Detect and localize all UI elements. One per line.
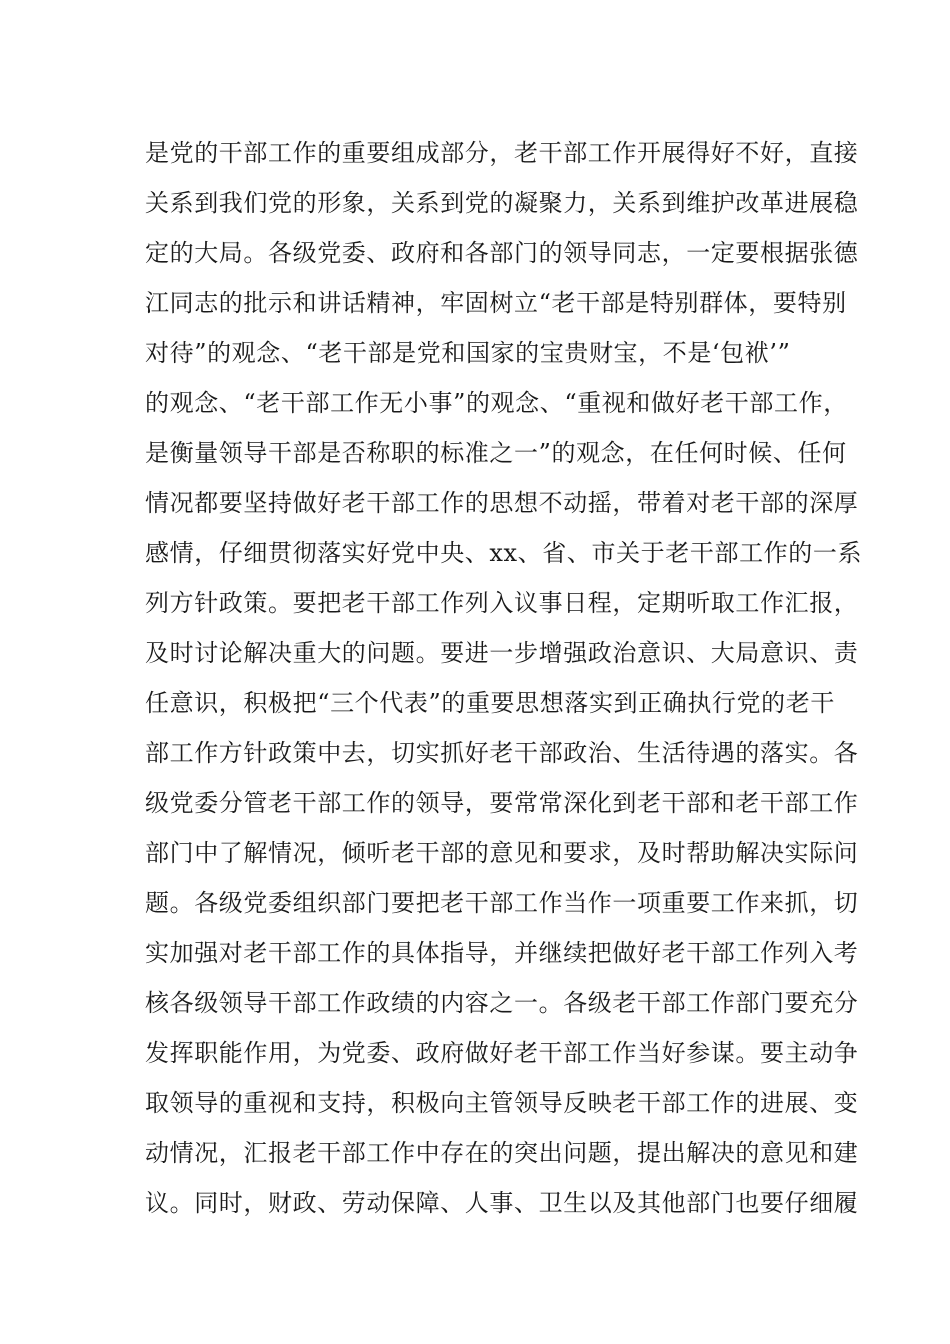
text-line-21: 动情况，汇报老干部工作中存在的突出问题，提出解决的意见和建 (145, 1139, 859, 1167)
text-line-15: 部门中了解情况，倾听老干部的意见和要求，及时帮助解决实际问 (145, 839, 859, 867)
text-line-6: 的观念、“老干部工作无小事”的观念、“重视和做好老干部工作， (145, 389, 848, 417)
text-line-18: 核各级领导干部工作政绩的内容之一。各级老干部工作部门要充分 (145, 989, 859, 1017)
text-line-12: 任意识，积极把“三个代表”的重要思想落实到正确执行党的老干 (145, 689, 835, 717)
text-line-22: 议。同时，财政、劳动保障、人事、卫生以及其他部门也要仔细履 (145, 1189, 859, 1217)
text-line-20: 取领导的重视和支持，积极向主管领导反映老干部工作的进展、变 (145, 1089, 859, 1117)
text-line-19: 发挥职能作用，为党委、政府做好老干部工作当好参谋。要主动争 (145, 1039, 859, 1067)
text-line-14: 级党委分管老干部工作的领导，要常常深化到老干部和老干部工作 (145, 789, 859, 817)
text-line-4: 江同志的批示和讲话精神，牢固树立“老干部是特别群体，要特别 (145, 289, 847, 317)
text-line-8: 情况都要坚持做好老干部工作的思想不动摇，带着对老干部的深厚 (145, 489, 859, 517)
text-line-13: 部工作方针政策中去，切实抓好老干部政治、生活待遇的落实。各 (145, 739, 859, 767)
text-line-5: 对待”的观念、“老干部是党和国家的宝贵财宝，不是‘包袱’” (145, 339, 791, 367)
text-line-16: 题。各级党委组织部门要把老干部工作当作一项重要工作来抓，切 (145, 889, 859, 917)
text-line-3: 定的大局。各级党委、政府和各部门的领导同志，一定要根据张德 (145, 239, 859, 267)
text-line-17: 实加强对老干部工作的具体指导，并继续把做好老干部工作列入考 (145, 939, 859, 967)
text-line-10: 列方针政策。要把老干部工作列入议事日程，定期听取工作汇报， (145, 589, 859, 617)
body-paragraph (145, 133, 863, 1233)
text-line-1: 是党的干部工作的重要组成部分，老干部工作开展得好不好，直接 (145, 139, 859, 167)
text-line-7: 是衡量领导干部是否称职的标准之一”的观念，在任何时候、任何 (145, 439, 847, 467)
text-line-2: 关系到我们党的形象，关系到党的凝聚力，关系到维护改革进展稳 (145, 189, 859, 217)
text-line-11: 及时讨论解决重大的问题。要进一步增强政治意识、大局意识、责 (145, 639, 859, 667)
text-line-9: 感情，仔细贯彻落实好党中央、xx、省、市关于老干部工作的一系 (145, 539, 863, 567)
